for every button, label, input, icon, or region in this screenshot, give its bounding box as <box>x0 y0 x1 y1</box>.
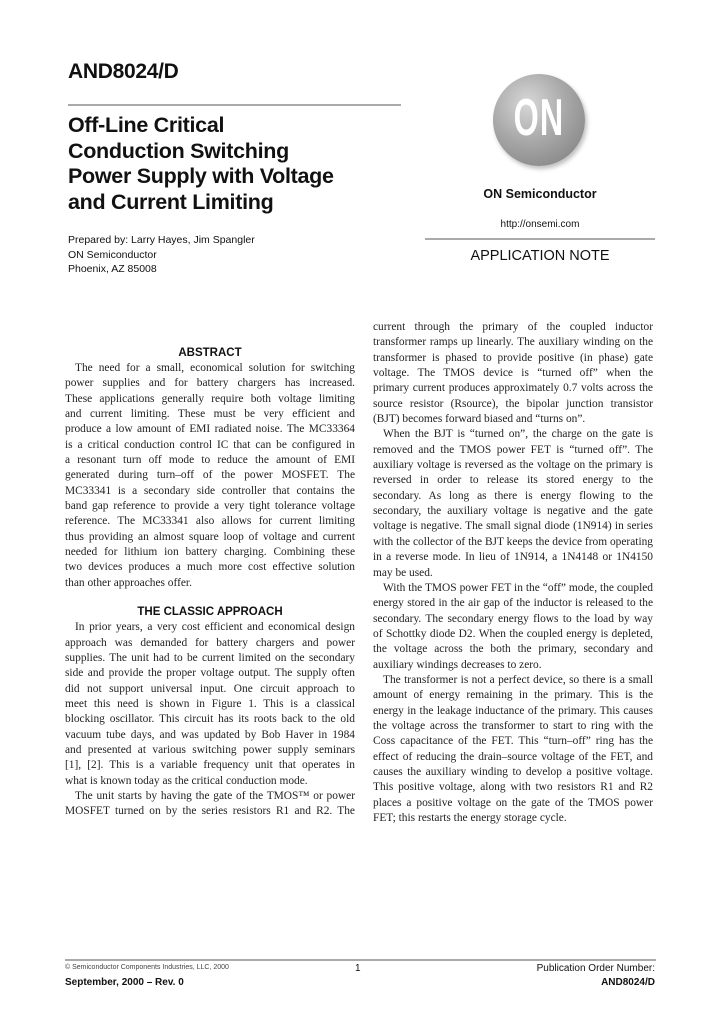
text-line: current through the primary of the coupled inductor <box>373 321 653 333</box>
text-line: of Schottky diode D2. When the coupled energy is depleted, <box>373 627 653 640</box>
text-line: auxiliary voltage is reversed as the voltage on the primary is <box>373 459 653 472</box>
text-line: energy in the leakage inductance of the primary. This causes <box>373 704 653 717</box>
section-heading: THE CLASSIC APPROACH <box>137 606 283 619</box>
text-line: voltage. The TMOS device is “turned off” when the <box>373 367 653 380</box>
text-line: MC33341 is a secondary side controller that contains the <box>65 484 355 497</box>
text-line: supplies. The unit had to be current limited on the secondary <box>65 651 355 664</box>
text-line: MOSFET turned on by the series resistors R1 and R2. The <box>65 805 355 818</box>
text-line: secondary. As long as there is energy flowing to the <box>373 489 653 502</box>
document-title <box>68 113 334 215</box>
paragraph <box>373 320 653 427</box>
text-line: The transformer is not a perfect device, so there is a small <box>383 673 653 686</box>
company-name: ON Semiconductor <box>483 187 597 201</box>
text-line: in a reverse mode. In lieu of 1N914, a 1N4148 or 1N4150 <box>373 551 653 564</box>
text-line: Coss capacitance of the FET. This “turn–off” ring has the <box>373 735 653 748</box>
text-line: The need for a small, economical solution for switching <box>75 362 355 374</box>
section-heading: ABSTRACT <box>178 347 242 359</box>
brand-divider <box>425 238 655 240</box>
text-line: did not support universal input. One circuit approach to <box>65 682 355 695</box>
text-line: produce a low amount of EMI radiated noise. The MC33364 <box>65 423 355 436</box>
text-line: The unit starts by having the gate of the TMOS™ or power <box>75 789 355 802</box>
company-url[interactable]: http://onsemi.com <box>500 219 580 230</box>
author-company: ON Semiconductor <box>68 248 157 261</box>
text-line: the voltage across the transformer to start to ring with the <box>373 719 653 732</box>
paragraph <box>65 361 355 591</box>
page-number: 1 <box>355 963 361 974</box>
date-revision: September, 2000 – Rev. 0 <box>65 977 184 988</box>
text-line: reference. The MC33341 also allows for current limiting <box>65 515 355 528</box>
text-line: blocking oscillator. This circuit has its roots back to the old <box>65 713 355 726</box>
title-line: and Current Limiting <box>68 189 274 214</box>
title-line: Conduction Switching <box>68 138 289 163</box>
text-line: generated during turn–off of the power MOSFET. The <box>65 469 355 482</box>
author-location: Phoenix, AZ 85008 <box>68 263 157 275</box>
text-line: may be used. <box>373 566 433 579</box>
text-line: transformer is phased to provide positive (in phase) gate <box>373 351 653 364</box>
text-line: amount of energy remaining in the primary. This is the <box>373 689 653 702</box>
left-column <box>65 345 355 820</box>
copyright: © Semiconductor Components Industries, LLC, 2000 <box>65 964 229 971</box>
text-line: needed for lithium ion battery charging. Combining these <box>65 546 355 559</box>
authors: Prepared by: Larry Hayes, Jim Spangler <box>68 234 255 246</box>
text-line: secondary, the auxiliary voltage is negative and the gate <box>373 505 653 518</box>
publication-order-label: Publication Order Number: <box>536 963 655 974</box>
text-line: auxiliary windings decreases to zero. <box>373 658 542 671</box>
text-line: approach was demanded for battery chargers and power <box>65 636 355 649</box>
text-line: secondary. The secondary energy flows to the load by way <box>373 612 653 625</box>
text-line: energy stored in the air gap of the inductor is released to the <box>373 597 653 610</box>
text-line: meet this need is shown in Figure 1. This is a classical <box>65 697 355 710</box>
text-line: effect of reducing the drain–source voltage of the FET, and <box>373 750 653 763</box>
text-line: power supplies and for battery chargers has increased. <box>65 377 355 390</box>
document-type: APPLICATION NOTE <box>470 248 610 264</box>
text-line: band gap reference to provide a very tight tolerance voltage <box>65 500 355 513</box>
author-block <box>68 233 255 277</box>
text-line: thus providing an almost square loop of voltage and current <box>65 530 355 543</box>
text-line: two devices produces a much more cost effective solution <box>65 561 355 574</box>
paragraph <box>373 581 653 673</box>
text-line: side and provide the proper voltage output. The supply often <box>65 667 355 680</box>
text-line: These applications generally require both voltage limiting <box>65 392 355 405</box>
text-line: When the BJT is “turned on”, the charge on the gate is <box>383 428 653 441</box>
text-line: and presented at various switching power supply seminars <box>65 743 355 756</box>
text-line: vacuum tube days, and was updated by Bob Haver in 1984 <box>65 728 355 741</box>
document-id: AND8024/D <box>68 60 179 83</box>
text-line: This positive voltage, along with two resistors R1 and R2 <box>373 781 653 794</box>
text-line: With the TMOS power FET in the “off” mode, the coupled <box>383 581 653 594</box>
paragraph <box>373 427 653 580</box>
section-gap <box>65 591 355 604</box>
text-line: (BJT) becomes forward biased and “turns on”. <box>373 413 586 426</box>
text-line: voltage is negative. The small signal diode (1N914) in series <box>373 520 653 533</box>
paragraph <box>65 620 355 789</box>
right-column <box>373 320 653 826</box>
title-line: Off-Line Critical <box>68 113 225 137</box>
paragraph <box>65 789 355 820</box>
text-line: with the collector of the BJT keeps the device from operating <box>373 535 653 548</box>
text-line: than other approaches offer. <box>65 576 192 589</box>
text-line: [1], [2]. This is a variable frequency unit that operates in <box>65 759 355 772</box>
text-line: FET; this restarts the energy storage cycle. <box>373 812 567 824</box>
text-line: what is known today as the critical conduction mode. <box>65 774 308 787</box>
paragraph <box>373 673 653 826</box>
text-line: places a positive voltage on the gate of the TMOS power <box>373 796 653 809</box>
text-line: the voltage across the both the primary, secondary and <box>373 643 653 656</box>
header-divider <box>68 104 401 106</box>
text-line: source resistor (Rsource), the bipolar junction transistor <box>373 397 653 410</box>
footer-divider <box>65 959 656 961</box>
title-line: Power Supply with Voltage <box>68 164 334 188</box>
text-line: causes the auxiliary winding to develop a positive voltage. <box>373 765 653 778</box>
text-line: reversed in order to release its stored energy to the <box>373 474 653 487</box>
text-line: is a critical conduction control IC that can be configured in <box>65 438 355 451</box>
text-line: transformer ramps up linearly. The auxiliary winding on the <box>373 336 653 349</box>
text-line: In prior years, a very cost efficient and economical design <box>75 621 355 634</box>
on-semiconductor-logo <box>493 74 585 166</box>
text-line: a resonant turn off mode to reduce the amount of EMI <box>65 454 355 467</box>
publication-order-number: AND8024/D <box>601 977 655 988</box>
text-line: and current limiting. These must be very efficient and <box>65 408 355 421</box>
text-line: removed and the TMOS power FET is “turned off”. The <box>373 443 653 456</box>
text-line: primary current produces approximately 0.7 volts across the <box>373 382 653 395</box>
logo-text: ON <box>513 89 565 147</box>
